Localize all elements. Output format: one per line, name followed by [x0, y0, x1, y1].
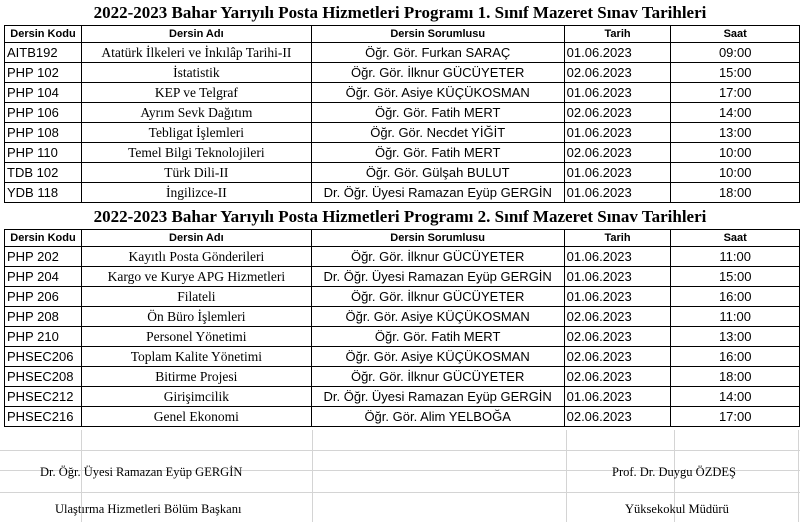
header-course-name: Dersin Adı: [81, 230, 311, 247]
course-name-cell: Genel Ekonomi: [81, 407, 311, 427]
course-name-cell: Toplam Kalite Yönetimi: [81, 347, 311, 367]
course-code-cell: PHSEC212: [5, 387, 82, 407]
exam-date-cell: 01.06.2023: [564, 163, 671, 183]
exam-date-cell: 01.06.2023: [564, 247, 671, 267]
course-name-cell: Tebligat İşlemleri: [81, 123, 311, 143]
course-responsible-cell: Öğr. Gör. Asiye KÜÇÜKOSMAN: [311, 347, 564, 367]
header-date: Tarih: [564, 230, 671, 247]
course-name-cell: Ayrım Sevk Dağıtım: [81, 103, 311, 123]
exam-time-cell: 18:00: [671, 183, 800, 203]
exam-date-cell: 01.06.2023: [564, 83, 671, 103]
left-signature-name: Dr. Öğr. Üyesi Ramazan Eyüp GERGİN: [40, 465, 243, 479]
section2-title: 2022-2023 Bahar Yarıyılı Posta Hizmetleri Programı 2. Sınıf Mazeret Sınav Tarihleri: [93, 207, 707, 226]
exam-date-cell: 01.06.2023: [564, 43, 671, 63]
course-responsible-cell: Öğr. Gör. Alim YELBOĞA: [311, 407, 564, 427]
section2-header-row: [5, 230, 800, 247]
table-row: [5, 83, 800, 103]
course-code-cell: PHP 208: [5, 307, 82, 327]
section1-title: 2022-2023 Bahar Yarıyılı Posta Hizmetleri Programı 1. Sınıf Mazeret Sınav Tarihleri: [93, 3, 707, 22]
header-date: Tarih: [564, 26, 671, 43]
header-time: Saat: [671, 230, 800, 247]
right-signature-name: Prof. Dr. Duygu ÖZDEŞ: [612, 465, 736, 479]
exam-time-cell: 14:00: [671, 103, 800, 123]
gridline: [0, 492, 800, 493]
exam-date-cell: 02.06.2023: [564, 347, 671, 367]
course-responsible-cell: Dr. Öğr. Üyesi Ramazan Eyüp GERGİN: [311, 267, 564, 287]
course-name-cell: Filateli: [81, 287, 311, 307]
exam-time-cell: 11:00: [671, 247, 800, 267]
course-responsible-cell: Dr. Öğr. Üyesi Ramazan Eyüp GERGİN: [311, 183, 564, 203]
table-row: [5, 387, 800, 407]
gridline: [312, 430, 313, 522]
exam-date-cell: 01.06.2023: [564, 287, 671, 307]
table-row: [5, 183, 800, 203]
exam-time-cell: 09:00: [671, 43, 800, 63]
exam-time-cell: 16:00: [671, 347, 800, 367]
header-course-name: Dersin Adı: [81, 26, 311, 43]
table-row: [5, 247, 800, 267]
gridline: [566, 430, 567, 522]
table-row: [5, 63, 800, 83]
exam-date-cell: 02.06.2023: [564, 367, 671, 387]
course-responsible-cell: Öğr. Gör. İlknur GÜCÜYETER: [311, 287, 564, 307]
exam-date-cell: 02.06.2023: [564, 63, 671, 83]
course-responsible-cell: Dr. Öğr. Üyesi Ramazan Eyüp GERGİN: [311, 387, 564, 407]
table-row: [5, 43, 800, 63]
exam-date-cell: 01.06.2023: [564, 387, 671, 407]
course-responsible-cell: Öğr. Gör. Furkan SARAÇ: [311, 43, 564, 63]
course-code-cell: PHP 102: [5, 63, 82, 83]
header-course-responsible: Dersin Sorumlusu: [311, 230, 564, 247]
exam-time-cell: 13:00: [671, 123, 800, 143]
course-name-cell: İngilizce-II: [81, 183, 311, 203]
course-code-cell: PHP 202: [5, 247, 82, 267]
exam-time-cell: 11:00: [671, 307, 800, 327]
exam-date-cell: 02.06.2023: [564, 103, 671, 123]
exam-date-cell: 02.06.2023: [564, 327, 671, 347]
exam-time-cell: 10:00: [671, 143, 800, 163]
course-code-cell: PHP 106: [5, 103, 82, 123]
exam-date-cell: 01.06.2023: [564, 123, 671, 143]
course-responsible-cell: Öğr. Gör. Asiye KÜÇÜKOSMAN: [311, 307, 564, 327]
exam-time-cell: 18:00: [671, 367, 800, 387]
exam-date-cell: 01.06.2023: [564, 267, 671, 287]
table-row: [5, 143, 800, 163]
exam-time-cell: 17:00: [671, 407, 800, 427]
gridline: [798, 430, 799, 522]
table-row: [5, 103, 800, 123]
course-name-cell: Kargo ve Kurye APG Hizmetleri: [81, 267, 311, 287]
section1-table: [4, 25, 800, 203]
course-responsible-cell: Öğr. Gör. Gülşah BULUT: [311, 163, 564, 183]
course-name-cell: KEP ve Telgraf: [81, 83, 311, 103]
course-code-cell: PHP 110: [5, 143, 82, 163]
course-code-cell: AITB192: [5, 43, 82, 63]
course-code-cell: PHP 204: [5, 267, 82, 287]
right-signature-title: Yüksekokul Müdürü: [625, 502, 729, 516]
course-name-cell: Temel Bilgi Teknolojileri: [81, 143, 311, 163]
table-row: [5, 367, 800, 387]
table-row: [5, 327, 800, 347]
table-row: [5, 287, 800, 307]
header-course-code: Dersin Kodu: [5, 230, 82, 247]
exam-date-cell: 02.06.2023: [564, 307, 671, 327]
table-row: [5, 347, 800, 367]
header-time: Saat: [671, 26, 800, 43]
course-name-cell: Bitirme Projesi: [81, 367, 311, 387]
exam-time-cell: 13:00: [671, 327, 800, 347]
course-responsible-cell: Öğr. Gör. İlknur GÜCÜYETER: [311, 63, 564, 83]
table-row: [5, 307, 800, 327]
course-responsible-cell: Öğr. Gör. Fatih MERT: [311, 327, 564, 347]
exam-time-cell: 16:00: [671, 287, 800, 307]
course-code-cell: PHP 210: [5, 327, 82, 347]
exam-time-cell: 15:00: [671, 63, 800, 83]
exam-date-cell: 02.06.2023: [564, 407, 671, 427]
left-signature-title: Ulaştırma Hizmetleri Bölüm Başkanı: [55, 502, 242, 516]
header-course-responsible: Dersin Sorumlusu: [311, 26, 564, 43]
course-name-cell: Girişimcilik: [81, 387, 311, 407]
course-code-cell: TDB 102: [5, 163, 82, 183]
table-row: [5, 123, 800, 143]
section1-header-row: [5, 26, 800, 43]
section2-table: [4, 229, 800, 427]
table-row: [5, 407, 800, 427]
exam-time-cell: 15:00: [671, 267, 800, 287]
course-name-cell: Personel Yönetimi: [81, 327, 311, 347]
course-responsible-cell: Öğr. Gör. Fatih MERT: [311, 103, 564, 123]
gridline: [0, 450, 800, 451]
course-code-cell: PHP 104: [5, 83, 82, 103]
course-code-cell: PHSEC206: [5, 347, 82, 367]
exam-time-cell: 14:00: [671, 387, 800, 407]
exam-time-cell: 10:00: [671, 163, 800, 183]
course-name-cell: İstatistik: [81, 63, 311, 83]
header-course-code: Dersin Kodu: [5, 26, 82, 43]
course-code-cell: YDB 118: [5, 183, 82, 203]
course-responsible-cell: Öğr. Gör. Fatih MERT: [311, 143, 564, 163]
table-row: [5, 267, 800, 287]
course-responsible-cell: Öğr. Gör. İlknur GÜCÜYETER: [311, 367, 564, 387]
exam-time-cell: 17:00: [671, 83, 800, 103]
course-name-cell: Atatürk İlkeleri ve İnkılâp Tarihi-II: [81, 43, 311, 63]
course-name-cell: Ön Büro İşlemleri: [81, 307, 311, 327]
exam-date-cell: 02.06.2023: [564, 143, 671, 163]
course-responsible-cell: Öğr. Gör. Necdet YİĞİT: [311, 123, 564, 143]
course-code-cell: PHP 206: [5, 287, 82, 307]
course-code-cell: PHP 108: [5, 123, 82, 143]
course-name-cell: Türk Dili-II: [81, 163, 311, 183]
table-row: [5, 163, 800, 183]
course-responsible-cell: Öğr. Gör. İlknur GÜCÜYETER: [311, 247, 564, 267]
course-code-cell: PHSEC208: [5, 367, 82, 387]
course-code-cell: PHSEC216: [5, 407, 82, 427]
exam-date-cell: 01.06.2023: [564, 183, 671, 203]
course-responsible-cell: Öğr. Gör. Asiye KÜÇÜKOSMAN: [311, 83, 564, 103]
course-name-cell: Kayıtlı Posta Gönderileri: [81, 247, 311, 267]
